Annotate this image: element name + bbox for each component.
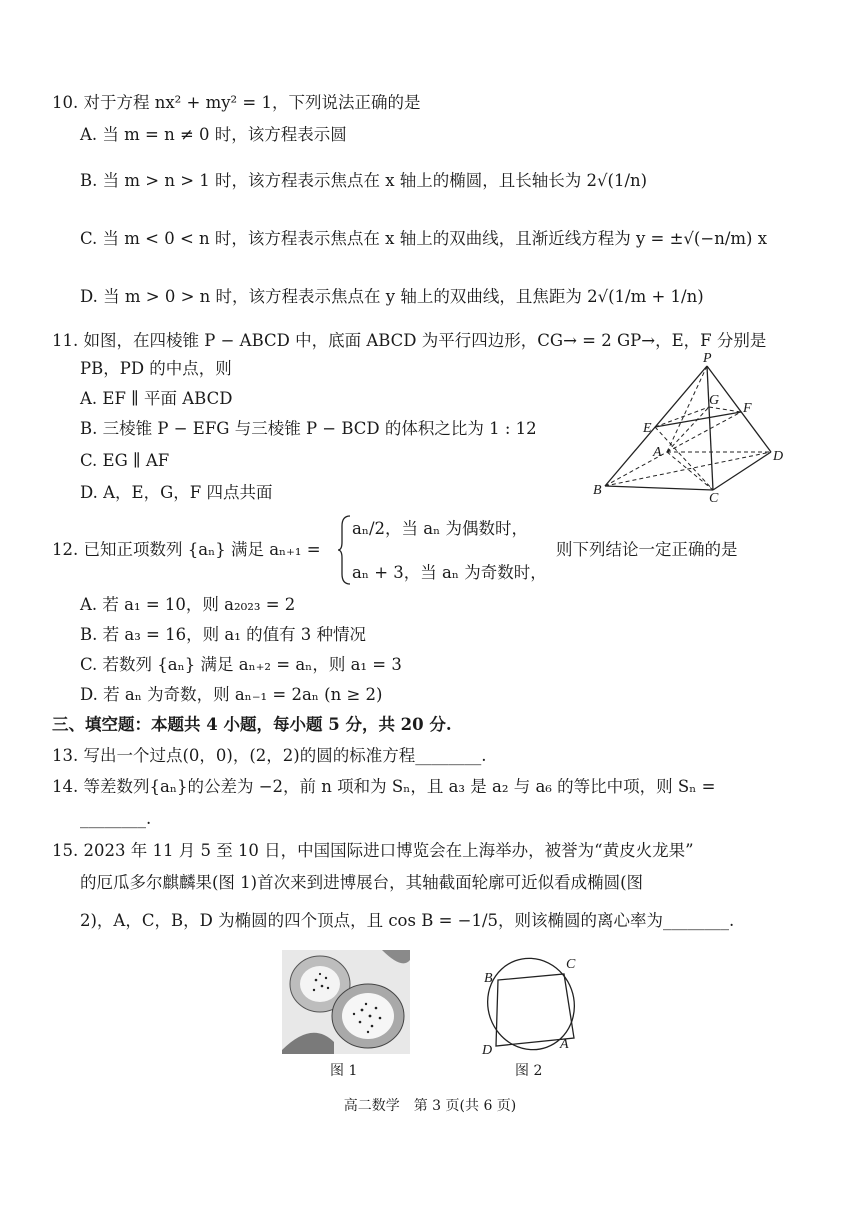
fig2-caption: 图 2 — [515, 1063, 543, 1079]
q14-line1: 14. 等差数列{aₙ}的公差为 −2，前 n 项和为 Sₙ，且 a₃ 是 a₂ 与 a₆ 的等比中项，则 Sₙ = — [52, 777, 716, 796]
fig2-label-b: B — [484, 971, 493, 986]
q12-case-odd: aₙ + 3，当 aₙ 为奇数时， — [352, 563, 547, 582]
q15-line3: 2)，A，C，B，D 为椭圆的四个顶点，且 cos B = −1/5，则该椭圆的离心率为________. — [80, 911, 735, 930]
q12-option-c: C. 若数列 {aₙ} 满足 aₙ₊₂ = aₙ，则 a₁ = 3 — [80, 655, 402, 674]
piecewise-brace — [338, 514, 352, 586]
pyramid-figure — [585, 350, 800, 505]
ellipse-figure — [476, 952, 586, 1056]
q12-option-b: B. 若 a₃ = 16，则 a₁ 的值有 3 种情况 — [80, 625, 367, 644]
q12-option-d: D. 若 aₙ 为奇数，则 aₙ₋₁ = 2aₙ (n ≥ 2) — [80, 685, 383, 704]
q12-case-even: aₙ/2，当 aₙ 为偶数时， — [352, 519, 528, 538]
q10-option-a: A. 当 m = n ≠ 0 时，该方程表示圆 — [80, 125, 347, 144]
fig2-label-a: A — [560, 1037, 569, 1052]
label-d: D — [773, 449, 784, 464]
page-footer: 高二数学 第 3 页(共 6 页) — [343, 1098, 517, 1114]
fig1-caption: 图 1 — [330, 1063, 358, 1079]
q11-option-b: B. 三棱锥 P − EFG 与三棱锥 P − BCD 的体积之比为 1 : 12 — [80, 419, 537, 438]
q10-option-d: D. 当 m > 0 > n 时，该方程表示焦点在 y 轴上的双曲线，且焦距为 2√(1/m + 1/n) — [80, 287, 704, 306]
q10-option-c: C. 当 m < 0 < n 时，该方程表示焦点在 x 轴上的双曲线，且渐近线方程为 y = ±√(−n/m) x — [80, 229, 768, 248]
q12-option-a: A. 若 a₁ = 10，则 a₂₀₂₃ = 2 — [80, 595, 296, 614]
q13: 13. 写出一个过点(0，0)，(2，2)的圆的标准方程________. — [52, 746, 487, 765]
q14-line2: ________. — [80, 809, 152, 828]
label-c: C — [709, 491, 719, 505]
q12-stem-post: 则下列结论一定正确的是 — [556, 540, 738, 559]
section-3-heading: 三、填空题：本题共 4 小题，每小题 5 分，共 20 分. — [52, 715, 452, 734]
label-p: P — [703, 351, 712, 366]
q11-option-c: C. EG ∥ AF — [80, 451, 170, 470]
q11-option-a: A. EF ∥ 平面 ABCD — [80, 389, 233, 408]
q11-stem-line2: PB，PD 的中点，则 — [80, 359, 232, 378]
q15-line2: 的厄瓜多尔麒麟果(图 1)首次来到进博展台，其轴截面轮廓可近似看成椭圆(图 — [80, 873, 644, 892]
label-a: A — [653, 445, 662, 460]
q10-option-b: B. 当 m > n > 1 时，该方程表示焦点在 x 轴上的椭圆，且长轴长为 2√(1/n) — [80, 171, 648, 190]
label-f: F — [743, 401, 752, 416]
fig2-label-d: D — [482, 1043, 493, 1056]
label-e: E — [643, 421, 652, 436]
q10-stem: 10. 对于方程 nx² + my² = 1，下列说法正确的是 — [52, 93, 421, 112]
q12-stem-pre: 12. 已知正项数列 {aₙ} 满足 aₙ₊₁ = — [52, 540, 321, 559]
label-b: B — [593, 483, 602, 498]
fig2-label-c: C — [566, 957, 576, 972]
label-g: G — [709, 393, 720, 408]
dragon-fruit-photo — [282, 950, 410, 1054]
q15-line1: 15. 2023 年 11 月 5 至 10 日，中国国际进口博览会在上海举办，被誉为“黄皮火龙果” — [52, 841, 694, 860]
q11-stem-line1: 11. 如图，在四棱锥 P − ABCD 中，底面 ABCD 为平行四边形，CG→ = 2 GP→，E，F 分别是 — [52, 331, 767, 350]
q11-option-d: D. A，E，G，F 四点共面 — [80, 483, 273, 502]
